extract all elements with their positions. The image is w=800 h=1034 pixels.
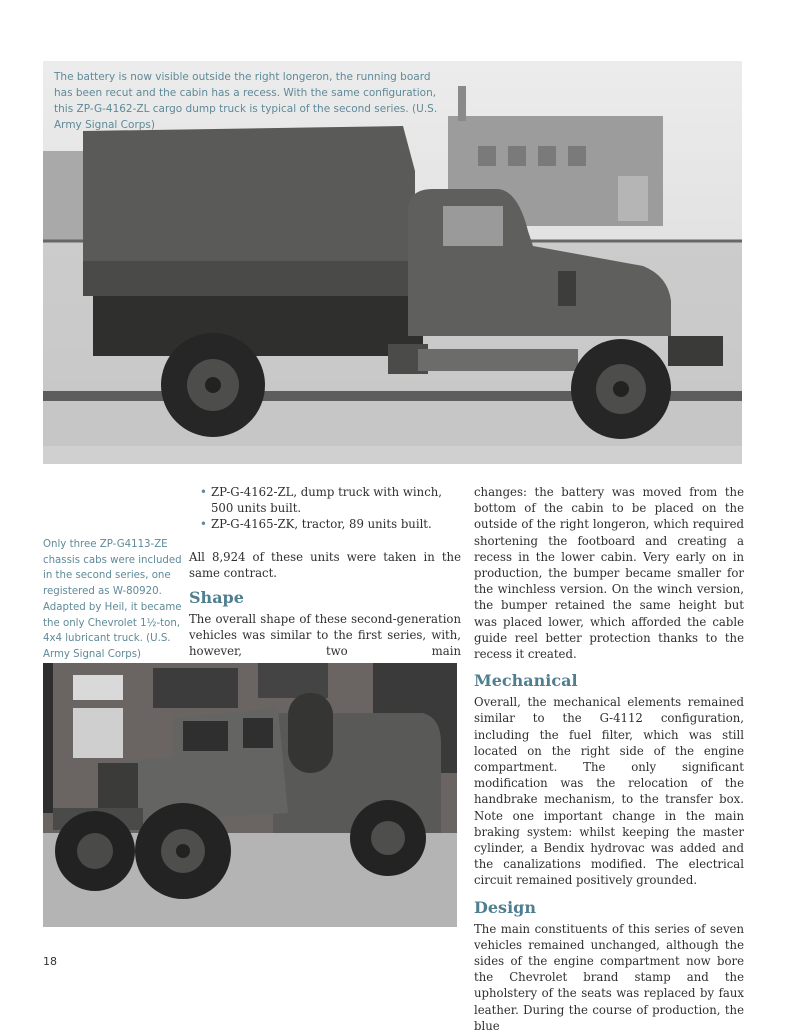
photo-lubricant-truck (43, 663, 457, 927)
caption-top-photo: The battery is now visible outside the right longeron, the running board has been recut and the cabin has a recess. With the same configuration, this ZP-G-4162-ZL cargo dump truck is typical of the second series. (U.S. Army Signal Corps) (54, 71, 438, 131)
bullet-item: • ZP-G-4162-ZL, dump truck with winch, 500 units built. (200, 485, 442, 516)
heading-mechanical: Mechanical (474, 671, 578, 691)
middle-column (189, 484, 461, 660)
caption-side-photo: Only three ZP-G4113-ZE chassis cabs were included in the second series, one registered as W-80920. Adapted by Heil, it became the only Chevrolet 1½-ton, 4x4 lubricant truck. (U.S. Army Signal Corps) (43, 539, 182, 660)
paragraph-units: All 8,924 of these units were taken in the same contract. (189, 549, 461, 580)
paragraph-shape: The overall shape of these second-generation vehicles was similar to the first series, with, however, two main (189, 612, 461, 659)
heading-shape: Shape (189, 588, 244, 608)
paragraph-design: The main constituents of this series of seven vehicles remained unchanged, although the sides of the engine compartment now bore the Chevrolet brand stamp and the upholstery of the seats was replaced by faux leather. During the course of production, the blue (474, 921, 744, 1033)
bullet-item: • ZP-G-4165-ZK, tractor, 89 units built. (200, 517, 432, 532)
bullet-dot-icon: • (200, 517, 207, 532)
heading-design: Design (474, 897, 536, 917)
right-column (474, 484, 744, 1034)
paragraph-changes: changes: the battery was moved from the bottom of the cabin to be placed on the outside of the right longeron, which required shortening the footboard and creating a recess in the lower cabin. Very early on in production, the bumper became smaller for the winchless version. On the winch version, the bumper retained the same height but was placed lower, which afforded the cable guide reel better protection thanks to the recess it created. (474, 485, 744, 662)
bullet-list (189, 484, 461, 533)
page-number: 18 (43, 955, 57, 968)
paragraph-mechanical: Overall, the mechanical elements remained similar to the G-4112 configuration, including the fuel filter, which was still located on the right side of the engine compartment. The only significant modification was the relocation of the handbrake mechanism, to the transfer box. Note one important change in the main braking system: whilst keeping the master cylinder, a Bendix hydrovac was added and the canalizations modified. The electrical circuit remained positively grounded. (474, 695, 744, 888)
bullet-dot-icon: • (200, 485, 207, 499)
